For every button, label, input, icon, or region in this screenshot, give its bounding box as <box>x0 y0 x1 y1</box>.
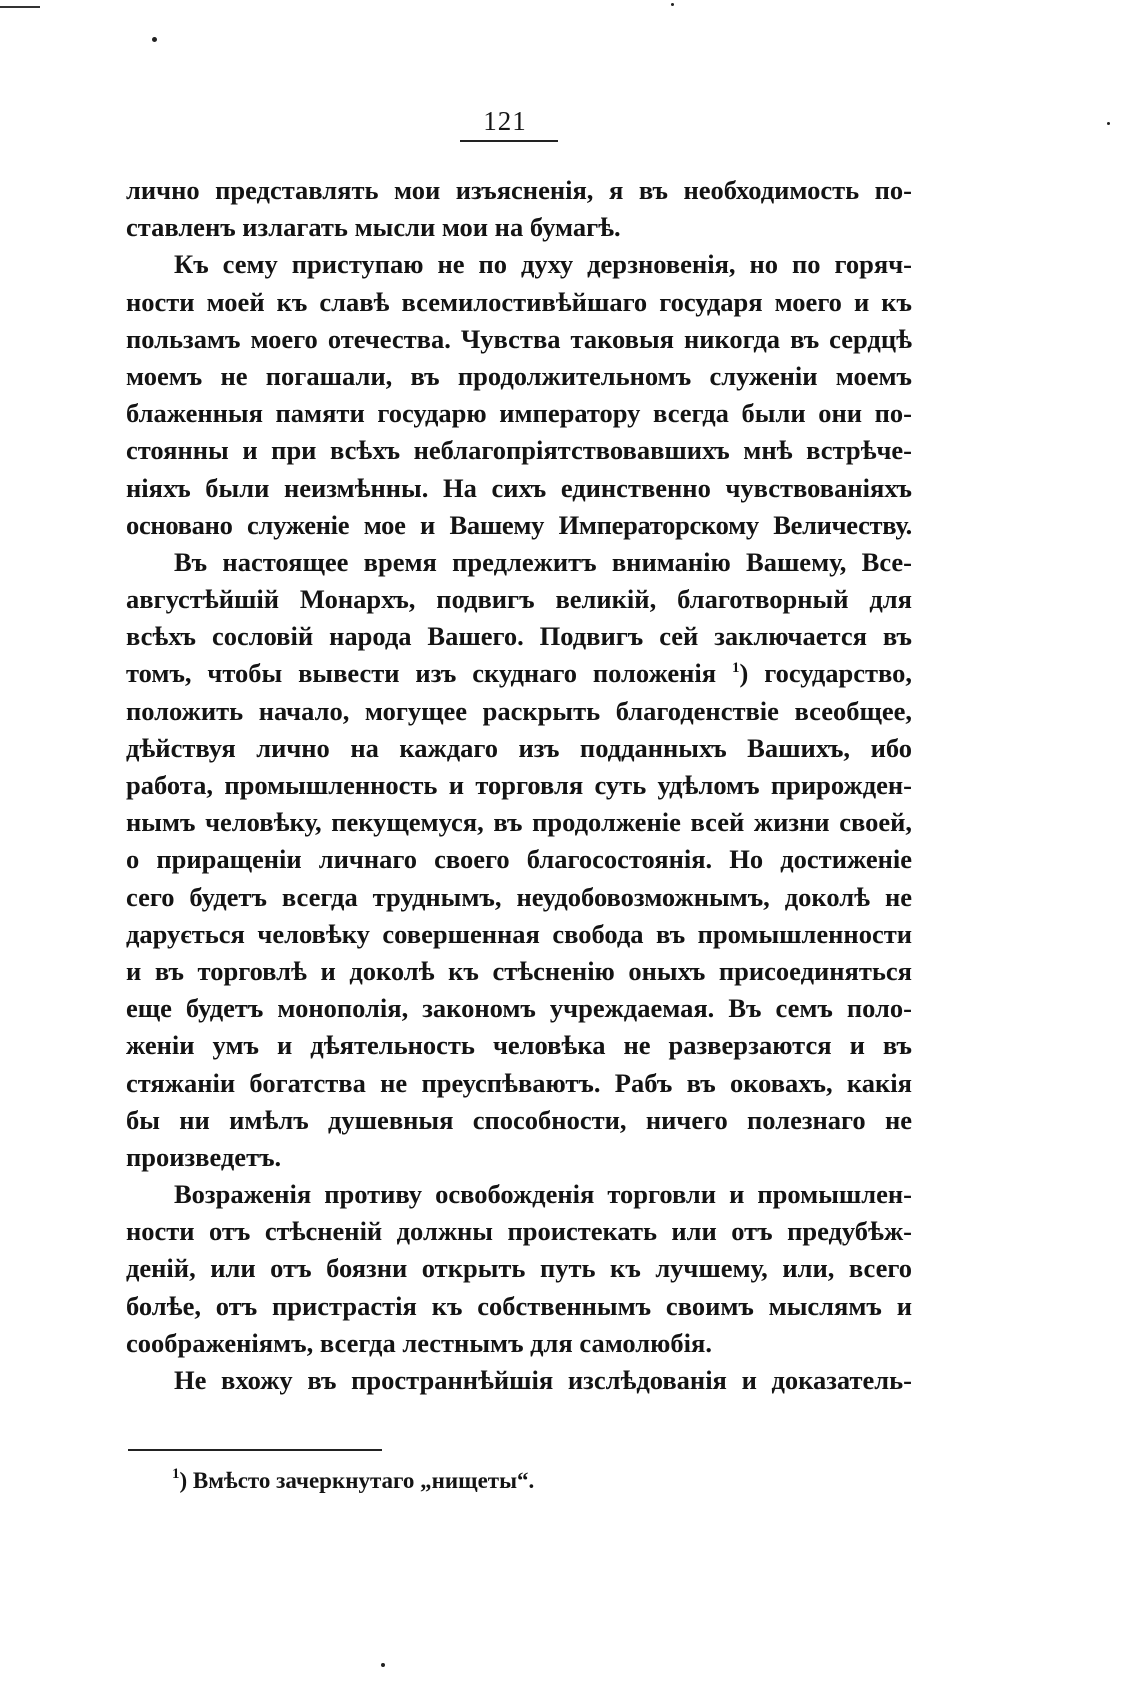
text-line: женіи умъ и дѣятельность человѣка не разверзаются и въ <box>126 1030 912 1061</box>
footnote-reference: 1 <box>732 660 740 677</box>
text-line: деній, или отъ боязни открыть путь къ лучшему, или, всего <box>126 1253 912 1284</box>
paragraph-3 <box>126 544 912 1176</box>
text-line: и въ торговлѣ и доколѣ къ стѣсненію оныхъ присоединяться <box>126 955 912 986</box>
text-line: ставленъ излагать мысли мои на бумагѣ. <box>126 212 621 243</box>
text-line: моемъ не погашали, въ продолжительномъ служеніи моемъ <box>126 360 912 391</box>
text-line: работа, промышленность и торговля суть удѣломъ прирожден- <box>126 770 912 800</box>
text-line: стяжаніи богатства не преуспѣваютъ. Рабъ въ оковахъ, какія <box>126 1067 912 1098</box>
text-line: дѣйствуя лично на каждаго изъ подданныхъ Вашихъ, ибо <box>126 732 912 763</box>
text-line: пользамъ моего отечества. Чувства таковыя никогда въ сердцѣ <box>126 323 912 354</box>
body-text <box>126 172 912 1399</box>
text-line: Къ сему приступаю не по духу дерзновенія, но по горяч- <box>174 249 912 280</box>
text-line: всѣхъ сословій народа Вашего. Подвигъ сей заключается въ <box>126 621 912 652</box>
text-line: ности моей къ славѣ всемилостивѣйшаго государя моего и къ <box>126 286 912 317</box>
footnote-marker: 1 <box>172 1466 180 1482</box>
text-line: августѣйшій Монархъ, подвигъ великій, благотворный для <box>126 584 912 615</box>
text-line: болѣе, отъ пристрастія къ собственнымъ своимъ мыслямъ и <box>126 1290 912 1321</box>
footnote-text: ) Вмѣсто зачеркнутаго „нищеты“. <box>179 1468 535 1493</box>
scan-edge-mark <box>0 6 40 8</box>
text-line: нымъ человѣку, пекущемуся, въ продолженіе всей жизни своей, <box>126 807 912 838</box>
text-line-with-footnote-ref <box>126 655 912 692</box>
text-line: стоянны и при всѣхъ неблагопріятствовавшихъ мнѣ встрѣче- <box>126 435 912 466</box>
text-line: сего будетъ всегда труднымъ, неудобовозможнымъ, доколѣ не <box>126 881 912 912</box>
text-line: ніяхъ были неизмѣнны. На сихъ единственно чувствованіяхъ <box>126 472 912 503</box>
scan-speck <box>152 37 157 42</box>
text-line: соображеніямъ, всегда лестнымъ для самолюбія. <box>126 1327 713 1358</box>
paragraph-4 <box>126 1176 912 1362</box>
text-line: основано служеніе мое и Вашему Императорскому Величеству. <box>126 509 912 540</box>
text-line: ности отъ стѣсненій должны проистекать или отъ предубѣж- <box>126 1216 912 1247</box>
text-line: о приращеніи личнаго своего благосостоянія. Но достиженіе <box>126 844 912 875</box>
text-line: Возраженія противу освобожденія торговли и промышлен- <box>174 1179 912 1210</box>
text-line: блаженныя памяти государю императору всегда были они по- <box>126 398 912 429</box>
text-line: дарується человѣку совершенная свобода въ промышленности <box>126 918 912 949</box>
footnote <box>172 1466 534 1496</box>
text-line: Не вхожу въ пространнѣйшія изслѣдованія и доказатель- <box>174 1365 912 1395</box>
scan-speck <box>381 1663 385 1667</box>
paragraph-2 <box>126 246 912 544</box>
text-line: лично представлять мои изъясненія, я въ необходимость по- <box>126 175 912 205</box>
scan-speck <box>1107 122 1110 125</box>
text-fragment: ) государство, <box>739 658 912 689</box>
paragraph-5 <box>126 1362 912 1399</box>
text-line: еще будетъ монополія, закономъ учреждаемая. Въ семъ поло- <box>126 993 912 1024</box>
text-line: бы ни имѣлъ душевныя способности, ничего полезнаго не <box>126 1104 912 1135</box>
scan-speck <box>671 3 674 6</box>
text-line: произведетъ. <box>126 1141 282 1172</box>
text-fragment: томъ, чтобы вывести изъ скуднаго положенія <box>126 658 717 689</box>
page-number-underline <box>460 140 558 142</box>
paragraph-1 <box>126 172 912 246</box>
page-number: 121 <box>483 106 527 136</box>
text-line: положить начало, могущее раскрыть благоденствіе всеобщее, <box>126 695 912 726</box>
text-line: Въ настоящее время предлежитъ вниманію Вашему, Все- <box>174 546 912 577</box>
footnote-separator <box>128 1449 382 1451</box>
